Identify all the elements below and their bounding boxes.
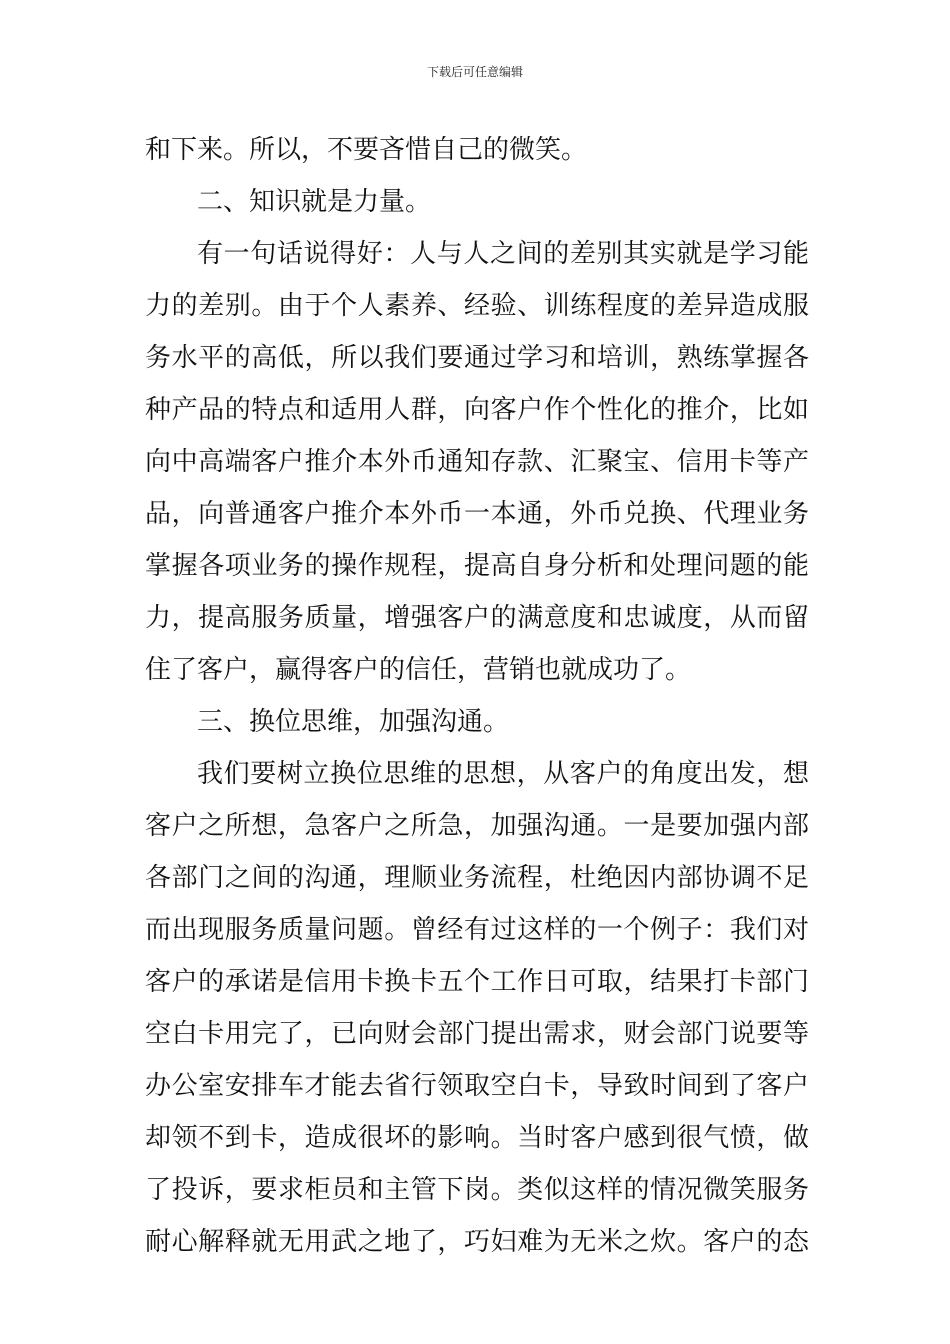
paragraph-line: 掌握各项业务的操作规程，提高自身分析和处理问题的能 <box>145 551 809 581</box>
paragraph-line: 力的差别。由于个人素养、经验、训练程度的差异造成服 <box>145 291 809 321</box>
paragraph-line: 有一句话说得好：人与人之间的差别其实就是学习能 <box>197 239 809 269</box>
paragraph-line: 各部门之间的沟通，理顺业务流程，杜绝因内部协调不足 <box>145 863 809 893</box>
paragraph-line: 和下来。所以，不要吝惜自己的微笑。 <box>145 135 588 165</box>
paragraph-line: 耐心解释就无用武之地了，巧妇难为无米之炊。客户的态 <box>145 1227 809 1257</box>
document-body <box>145 126 809 1270</box>
section-heading: 三、换位思维，加强沟通。 <box>197 707 510 737</box>
paragraph-line: 了投诉，要求柜员和主管下岗。类似这样的情况微笑服务 <box>145 1175 809 1205</box>
paragraph-line: 种产品的特点和适用人群，向客户作个性化的推介，比如 <box>145 395 809 425</box>
paragraph-line: 住了客户，赢得客户的信任，营销也就成功了。 <box>145 655 692 685</box>
paragraph-line: 品，向普通客户推介本外币一本通，外币兑换、代理业务 <box>145 499 809 529</box>
page-header: 下载后可任意编辑 <box>426 65 523 79</box>
paragraph-line: 而出现服务质量问题。曾经有过这样的一个例子：我们对 <box>145 915 809 945</box>
paragraph-line: 我们要树立换位思维的思想，从客户的角度出发，想 <box>197 759 809 789</box>
paragraph-line: 办公室安排车才能去省行领取空白卡，导致时间到了客户 <box>145 1071 809 1101</box>
paragraph-line: 客户之所想，急客户之所急，加强沟通。一是要加强内部 <box>145 811 809 841</box>
paragraph-line: 向中高端客户推介本外币通知存款、汇聚宝、信用卡等产 <box>145 447 809 477</box>
section-heading: 二、知识就是力量。 <box>197 187 432 217</box>
paragraph-line: 客户的承诺是信用卡换卡五个工作日可取，结果打卡部门 <box>145 967 809 997</box>
paragraph-line: 力，提高服务质量，增强客户的满意度和忠诚度，从而留 <box>145 603 809 633</box>
paragraph-line: 空白卡用完了，已向财会部门提出需求，财会部门说要等 <box>145 1019 809 1049</box>
paragraph-line: 却领不到卡，造成很坏的影响。当时客户感到很气愤，做 <box>145 1123 809 1153</box>
paragraph-line: 务水平的高低，所以我们要通过学习和培训，熟练掌握各 <box>145 343 809 373</box>
